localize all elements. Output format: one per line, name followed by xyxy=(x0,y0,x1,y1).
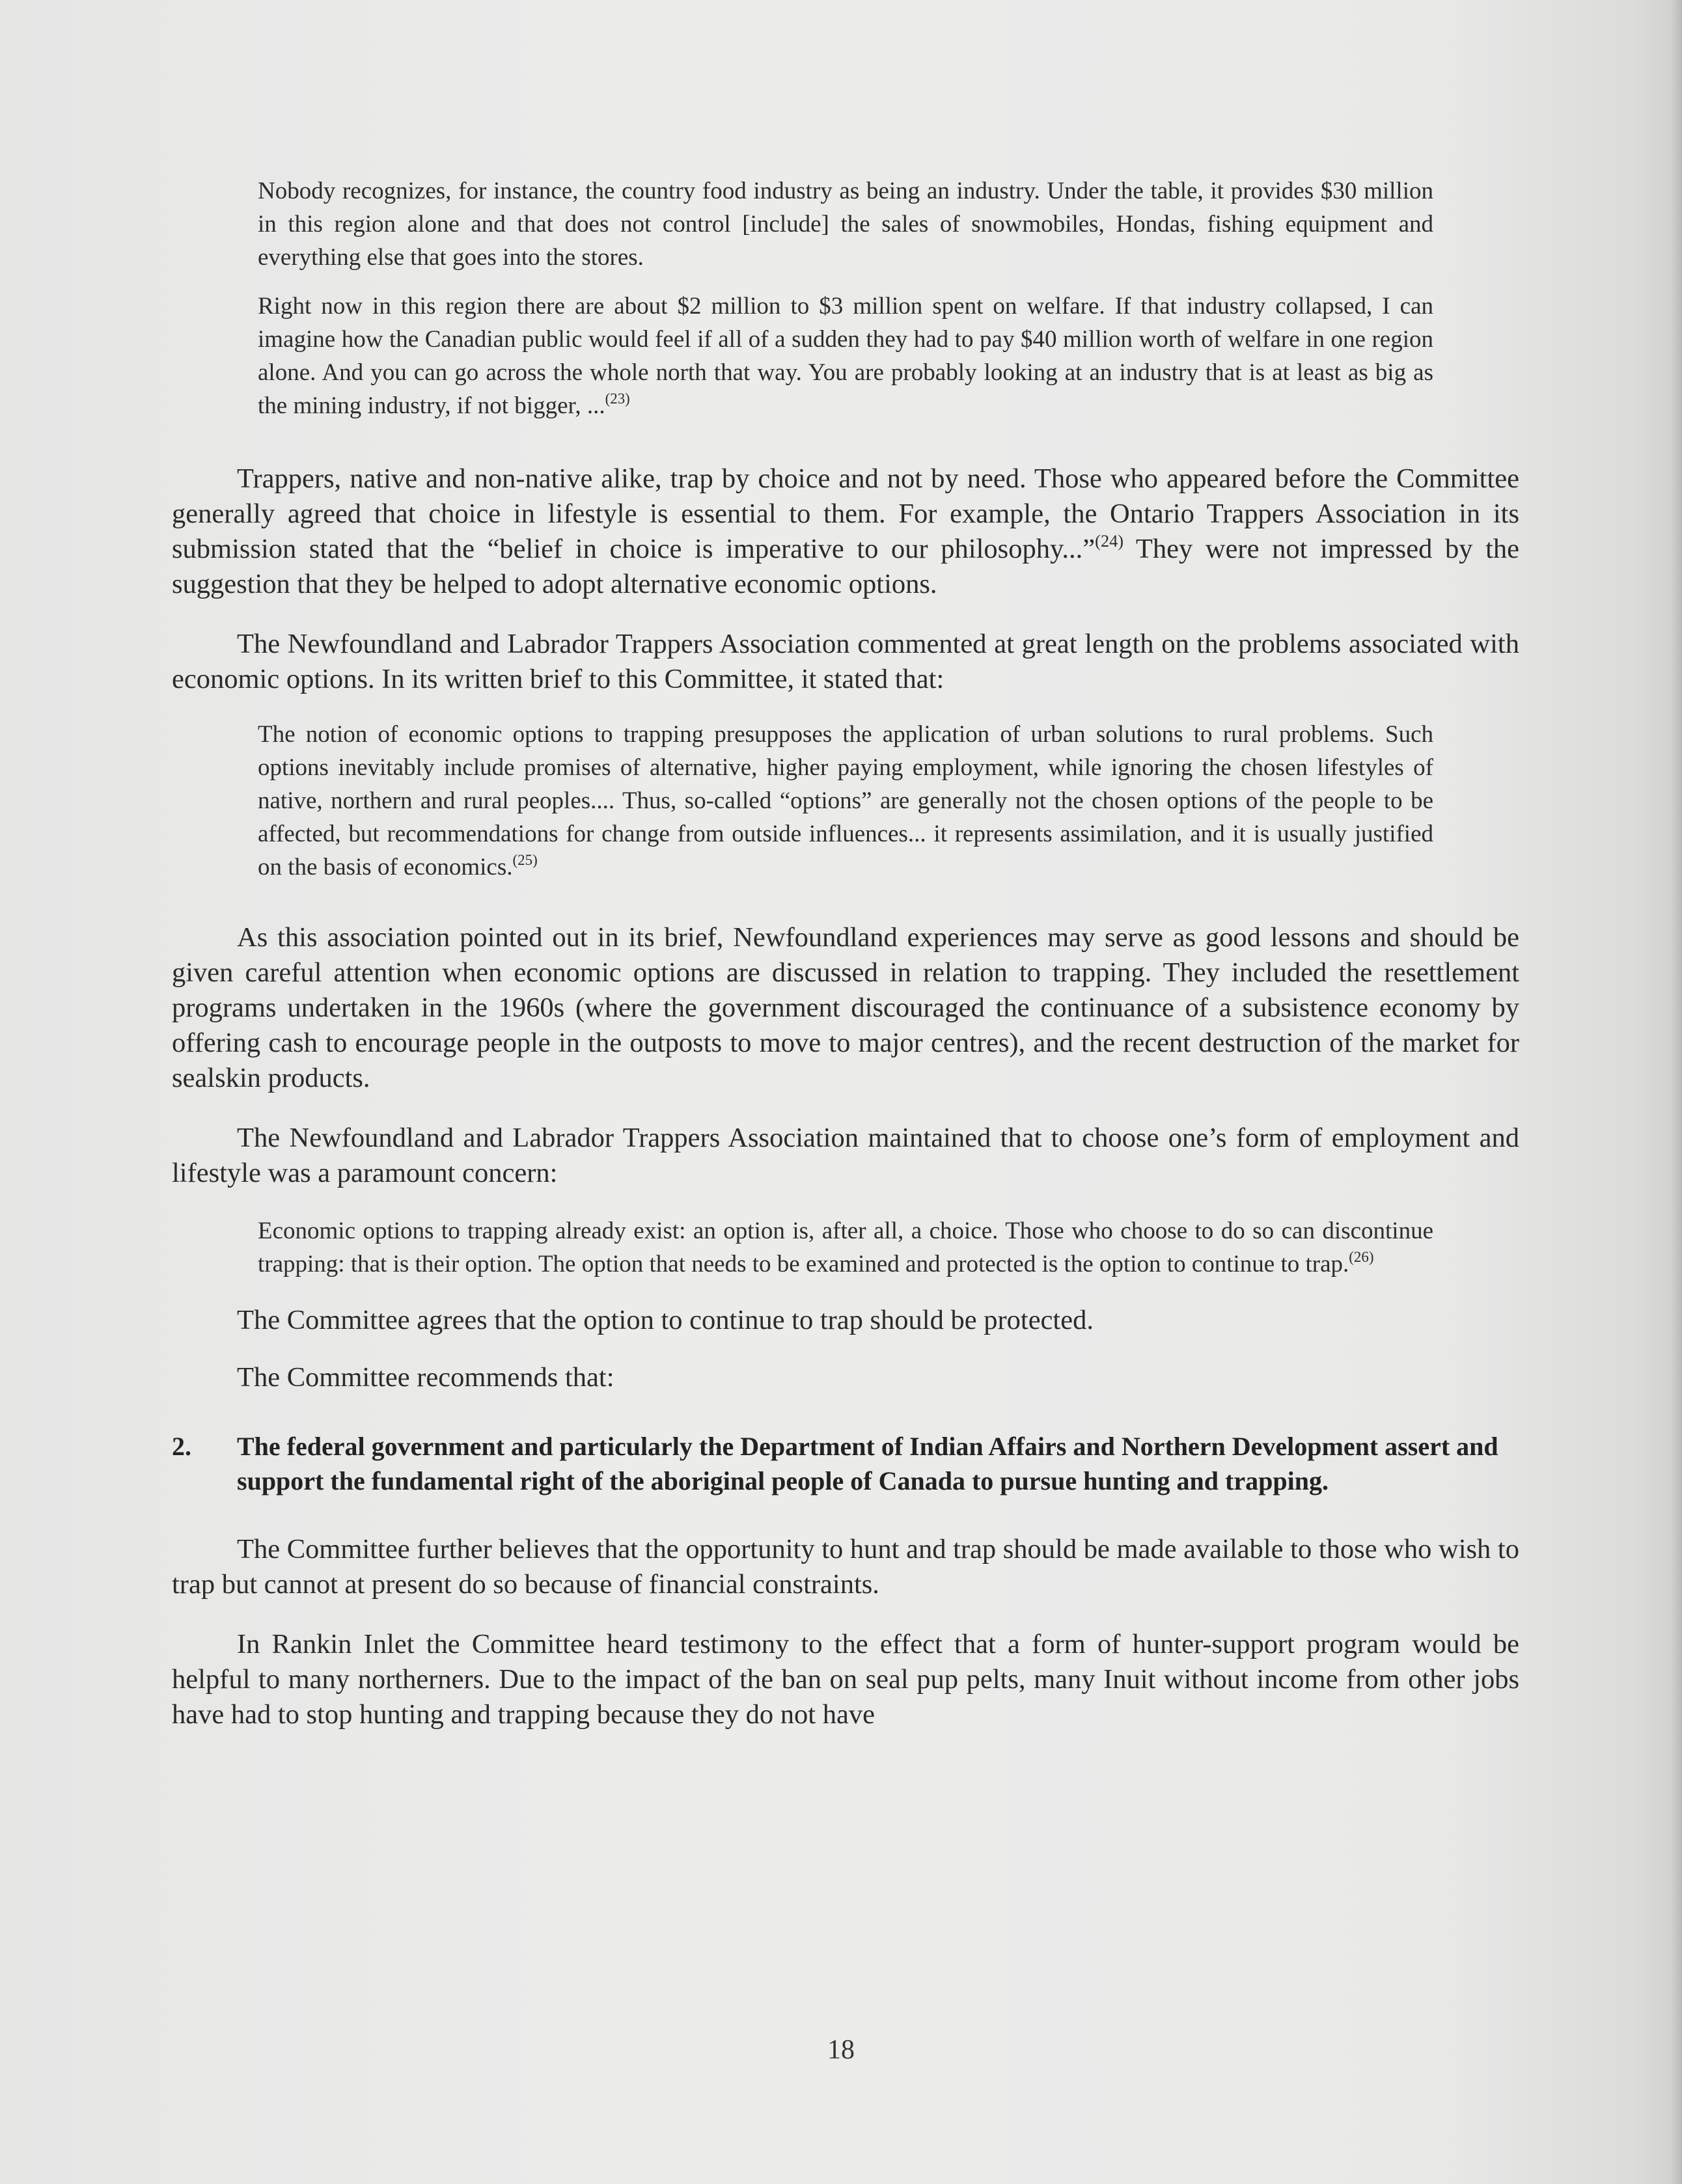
recommendation-text: The federal government and particularly the Department of Indian Affairs and Northern Development assert and support the fundamental right of the aboriginal people of Canada to pursue hunting and trapping. xyxy=(237,1432,1498,1495)
paragraph-committee-agrees: The Committee agrees that the option to continue to trap should be protected. xyxy=(237,1305,1094,1335)
page-edge-shadow xyxy=(1670,0,1682,2184)
paragraph-text: They were not impressed by the suggestion that they be helped to adopt alternative economic options. xyxy=(172,534,1519,599)
paragraph-trappers-choice xyxy=(172,461,1519,602)
quote-text: Right now in this region there are about $2 million to $3 million spent on welfare. If that industry collapsed, I can imagine how the Canadian public would feel if all of a sudden they had to pay $40 million worth of welfare in one region alone. And you can go across the whole north that way. You are probably looking at an industry that is at least as big as the mining industry, if not bigger, ... xyxy=(258,293,1433,419)
page-body xyxy=(172,174,1519,1732)
quote-text: The notion of economic options to trapping presupposes the application of urban solutions to rural problems. Such options inevitably include promises of alternative, higher paying employment, while ignoring the chosen lifestyles of native, northern and rural peoples.... Thus, so-called “options” are generally not the chosen options of the people to be affected, but recommendations for change from outside influences... it represents assimilation, and it is usually justified on the basis of economics. xyxy=(258,721,1433,880)
paragraph-rankin-inlet: In Rankin Inlet the Committee heard testimony to the effect that a form of hunter-support program would be helpful to many northerners. Due to the impact of the ban on seal pup pelts, many Inuit without income from other jobs have had to stop hunting and trapping because they do not have xyxy=(172,1629,1519,1730)
footnote-ref: (24) xyxy=(1095,531,1124,551)
quote-welfare xyxy=(258,290,1433,422)
quote-text: Nobody recognizes, for instance, the country food industry as being an industry. Under the table, it provides $30 million in this region alone and that does not control [include] the sales of snowmobiles, Hondas, fishing equipment and everything else that goes into the stores. xyxy=(258,178,1433,271)
paragraph-newfoundland-lessons: As this association pointed out in its brief, Newfoundland experiences may serve as good lessons and should be given careful attention when economic options are discussed in relation to trapping. They included the resettlement programs undertaken in the 1960s (where the government discouraged the continuance of a subsistence economy by offering cash to encourage people in the outposts to move to major centres), and the recent destruction of the market for sealskin products. xyxy=(172,922,1519,1093)
recommendation-number: 2. xyxy=(172,1432,191,1461)
quote-text: Economic options to trapping already exist: an option is, after all, a choice. Those who choose to do so can discontinue trapping: that is their option. The option that needs to be examined and protected is the option to continue to trap. xyxy=(258,1218,1433,1277)
page-number: 18 xyxy=(827,2035,855,2065)
paragraph-newfoundland-options: The Newfoundland and Labrador Trappers Association commented at great length on the problems associated with economic options. In its written brief to this Committee, it stated that: xyxy=(172,629,1519,694)
recommendation-2 xyxy=(172,1429,1519,1498)
quote-economic-options xyxy=(258,718,1433,884)
paragraph-committee-recommends: The Committee recommends that: xyxy=(237,1362,614,1393)
quote-country-food-industry xyxy=(258,174,1433,274)
footnote-ref: (25) xyxy=(512,852,538,869)
footnote-ref: (26) xyxy=(1349,1249,1374,1266)
footnote-ref: (23) xyxy=(605,390,630,407)
quote-option-to-trap xyxy=(258,1214,1433,1281)
paragraph-opportunity-to-hunt: The Committee further believes that the opportunity to hunt and trap should be made available to those who wish to trap but cannot at present do so because of financial constraints. xyxy=(172,1534,1519,1600)
paragraph-paramount-concern: The Newfoundland and Labrador Trappers Association maintained that to choose one’s form of employment and lifestyle was a paramount concern: xyxy=(172,1123,1519,1188)
paragraph-text: Trappers, native and non-native alike, trap by choice and not by need. Those who appeared before the Committee generally agreed that choice in lifestyle is essential to them. For example, the Ontario Trappers Association in its submission stated that the “belief in choice is imperative to our philosophy...” xyxy=(172,463,1519,564)
